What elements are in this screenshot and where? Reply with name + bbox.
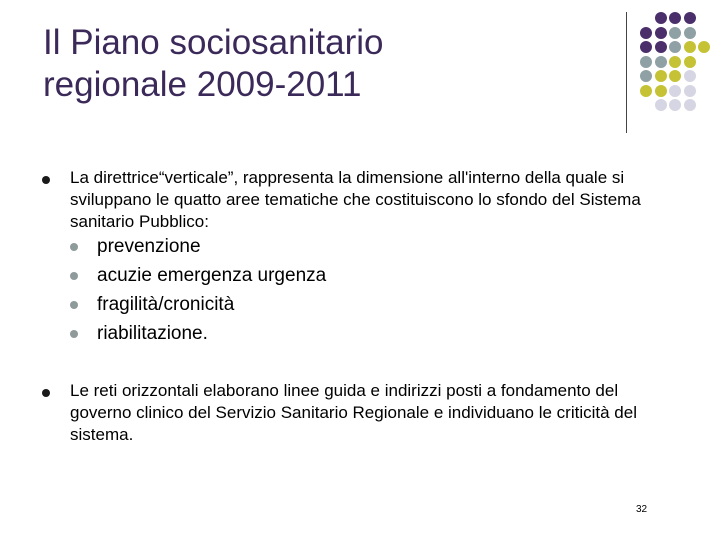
decorative-dot-grid	[640, 12, 720, 117]
decorative-dot	[684, 27, 696, 39]
page-number: 32	[636, 504, 648, 515]
decorative-dot	[669, 56, 681, 68]
decorative-vertical-rule	[626, 12, 627, 133]
decorative-dot	[655, 41, 667, 53]
decorative-dot	[655, 12, 667, 24]
decorative-dot	[669, 12, 681, 24]
decorative-dot	[684, 99, 696, 111]
sub-bullet-icon	[70, 330, 78, 338]
decorative-dot	[669, 27, 681, 39]
title-line-1: Il Piano sociosanitario	[43, 23, 384, 62]
slide-title	[43, 22, 603, 106]
decorative-dot	[669, 99, 681, 111]
decorative-dot	[684, 56, 696, 68]
decorative-dot	[684, 85, 696, 97]
decorative-dot	[684, 41, 696, 53]
decorative-dot	[669, 70, 681, 82]
decorative-dot	[640, 56, 652, 68]
decorative-dot	[655, 99, 667, 111]
decorative-dot	[655, 56, 667, 68]
decorative-dot	[684, 12, 696, 24]
decorative-dot	[669, 41, 681, 53]
sub-bullet-icon	[70, 301, 78, 309]
decorative-dot	[655, 27, 667, 39]
sub-item-fragilita: fragilità/cronicità	[97, 294, 235, 315]
sub-bullet-icon	[70, 272, 78, 280]
sub-bullet-icon	[70, 243, 78, 251]
decorative-dot	[640, 70, 652, 82]
paragraph-vertical-direction: La direttrice“verticale”, rappresenta la dimensione all'interno della quale si sviluppano le quatto aree tematiche che costituiscono lo sfondo del Sistema sanitario Pubblico:	[70, 168, 641, 231]
decorative-dot	[698, 41, 710, 53]
sub-item-prevenzione: prevenzione	[97, 236, 201, 257]
decorative-dot	[640, 27, 652, 39]
bullet-icon	[42, 389, 50, 397]
decorative-dot	[640, 41, 652, 53]
decorative-dot	[669, 85, 681, 97]
sub-item-riabilitazione: riabilitazione.	[97, 323, 208, 344]
decorative-dot	[655, 70, 667, 82]
sub-item-acuzie: acuzie emergenza urgenza	[97, 265, 327, 286]
decorative-dot	[655, 85, 667, 97]
paragraph-horizontal-networks: Le reti orizzontali elaborano linee guida e indirizzi posti a fondamento del governo clinico del Servizio Sanitario Regionale e individuano le criticità del sistema.	[70, 381, 637, 444]
decorative-dot	[684, 70, 696, 82]
bullet-icon	[42, 176, 50, 184]
decorative-dot	[640, 85, 652, 97]
title-line-2: regionale 2009-2011	[43, 65, 362, 104]
